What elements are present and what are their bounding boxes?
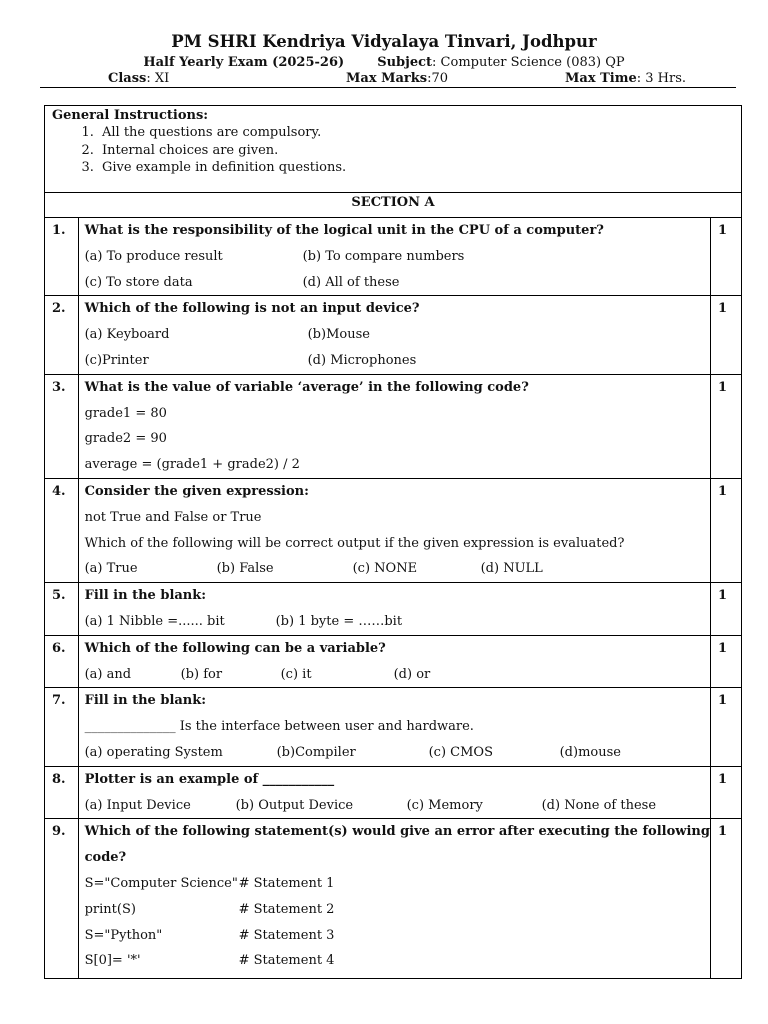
question-marks: 1 xyxy=(717,640,727,656)
question-text: Which of the following statement(s) would give an error after executing the following xyxy=(84,824,710,840)
question-row xyxy=(45,478,742,582)
code-comment: # Statement 4 xyxy=(238,953,335,969)
exam-meta-row xyxy=(40,71,736,88)
question-paper-table xyxy=(44,105,742,979)
question-number: 4. xyxy=(52,483,66,499)
question-text: What is the responsibility of the logical unit in the CPU of a computer? xyxy=(84,223,604,238)
option: (b)Mouse xyxy=(307,327,370,343)
question-row xyxy=(45,218,742,296)
question-text: Consider the given expression: xyxy=(84,483,309,499)
question-number: 9. xyxy=(52,824,66,840)
option: (d) Microphones xyxy=(307,352,417,368)
option: (d) or xyxy=(393,666,431,682)
question-text: Which of the following is not an input device? xyxy=(84,301,420,317)
question-text-continued: code? xyxy=(84,850,127,866)
question-marks: 1 xyxy=(717,693,727,709)
question-number: 7. xyxy=(52,693,66,709)
question-text: Plotter is an example of ___________ xyxy=(84,771,335,787)
option: (c) NONE xyxy=(352,561,418,577)
code-statement: S[0]= '*' xyxy=(84,953,141,969)
class-info: Class: XI xyxy=(108,71,170,86)
code-statement: S="Python" xyxy=(84,927,163,943)
max-marks-info: Max Marks:70 xyxy=(346,71,449,86)
subject-value: : Computer Science (083) QP xyxy=(432,55,625,70)
question-marks: 1 xyxy=(717,301,727,317)
instructions-row xyxy=(45,106,742,193)
option: (d) All of these xyxy=(302,274,400,290)
question-number: 8. xyxy=(52,771,66,787)
option: (b) Output Device xyxy=(235,797,354,813)
code-line: grade1 = 80 xyxy=(84,405,167,421)
question-row xyxy=(45,766,742,819)
code-comment: # Statement 1 xyxy=(238,875,335,891)
option: (a) Keyboard xyxy=(84,327,170,343)
question-text: Fill in the blank: xyxy=(84,693,207,709)
code-statement: print(S) xyxy=(84,901,136,917)
exam-title: Half Yearly Exam (2025-26) xyxy=(143,55,345,70)
option: (a) operating System xyxy=(84,744,223,760)
question-number: 3. xyxy=(52,379,66,395)
option: (c) it xyxy=(280,666,312,682)
option: (d) NULL xyxy=(480,561,543,577)
question-subtext: Which of the following will be correct output if the given expression is evaluated? xyxy=(84,535,625,551)
question-text: Fill in the blank: xyxy=(84,588,207,604)
option: (d)mouse xyxy=(559,744,621,760)
exam-info-line xyxy=(0,55,768,70)
subject-label: Subject xyxy=(377,55,433,70)
question-number: 5. xyxy=(52,588,66,604)
option: (c) To store data xyxy=(84,274,193,290)
question-marks: 1 xyxy=(717,771,727,787)
option: (b) To compare numbers xyxy=(302,248,465,264)
option: (a) Input Device xyxy=(84,797,191,813)
option: (c)Printer xyxy=(84,352,149,368)
question-row xyxy=(45,296,742,374)
code-comment: # Statement 2 xyxy=(238,901,335,917)
question-number: 1. xyxy=(52,223,66,238)
option: (b) 1 byte = ……bit xyxy=(275,613,403,629)
option: (a) True xyxy=(84,561,138,577)
instructions-title: General Instructions: xyxy=(52,108,209,123)
question-row xyxy=(45,819,742,979)
question-row xyxy=(45,374,742,478)
option: (b) for xyxy=(180,666,223,682)
code-statement: S="Computer Science" xyxy=(84,875,238,891)
question-row xyxy=(45,688,742,766)
code-line: grade2 = 90 xyxy=(84,431,167,447)
question-row xyxy=(45,583,742,636)
school-name: PM SHRI Kendriya Vidyalaya Tinvari, Jodhpur xyxy=(171,32,597,51)
option: (a) and xyxy=(84,666,132,682)
max-time-info: Max Time: 3 Hrs. xyxy=(565,71,687,86)
option: (c) Memory xyxy=(406,797,483,813)
question-text: Which of the following can be a variable? xyxy=(84,640,386,656)
instructions-list xyxy=(52,124,741,177)
instruction-item: 3. Give example in definition questions. xyxy=(98,159,741,177)
option: (a) To produce result xyxy=(84,248,223,264)
question-marks: 1 xyxy=(717,588,727,604)
question-marks: 1 xyxy=(717,379,727,395)
question-marks: 1 xyxy=(717,223,727,238)
question-marks: 1 xyxy=(717,824,727,840)
option: (d) None of these xyxy=(541,797,657,813)
question-marks: 1 xyxy=(717,483,727,499)
section-heading: SECTION A xyxy=(45,193,742,218)
expression-line: not True and False or True xyxy=(84,509,262,525)
question-row xyxy=(45,635,742,688)
option: (a) 1 Nibble =...... bit xyxy=(84,613,225,629)
instruction-item: 1. All the questions are compulsory. xyxy=(98,124,741,142)
option: (b)Compiler xyxy=(276,744,356,760)
option: (b) False xyxy=(216,561,274,577)
question-number: 6. xyxy=(52,640,66,656)
code-line: average = (grade1 + grade2) / 2 xyxy=(84,457,300,473)
instruction-item: 2. Internal choices are given. xyxy=(98,142,741,160)
question-subtext: ______________ Is the interface between user and hardware. xyxy=(84,719,474,735)
question-text: What is the value of variable ‘average’ in the following code? xyxy=(84,379,529,395)
option: (c) CMOS xyxy=(428,744,493,760)
code-comment: # Statement 3 xyxy=(238,927,335,943)
question-number: 2. xyxy=(52,301,66,317)
section-row xyxy=(45,193,742,218)
